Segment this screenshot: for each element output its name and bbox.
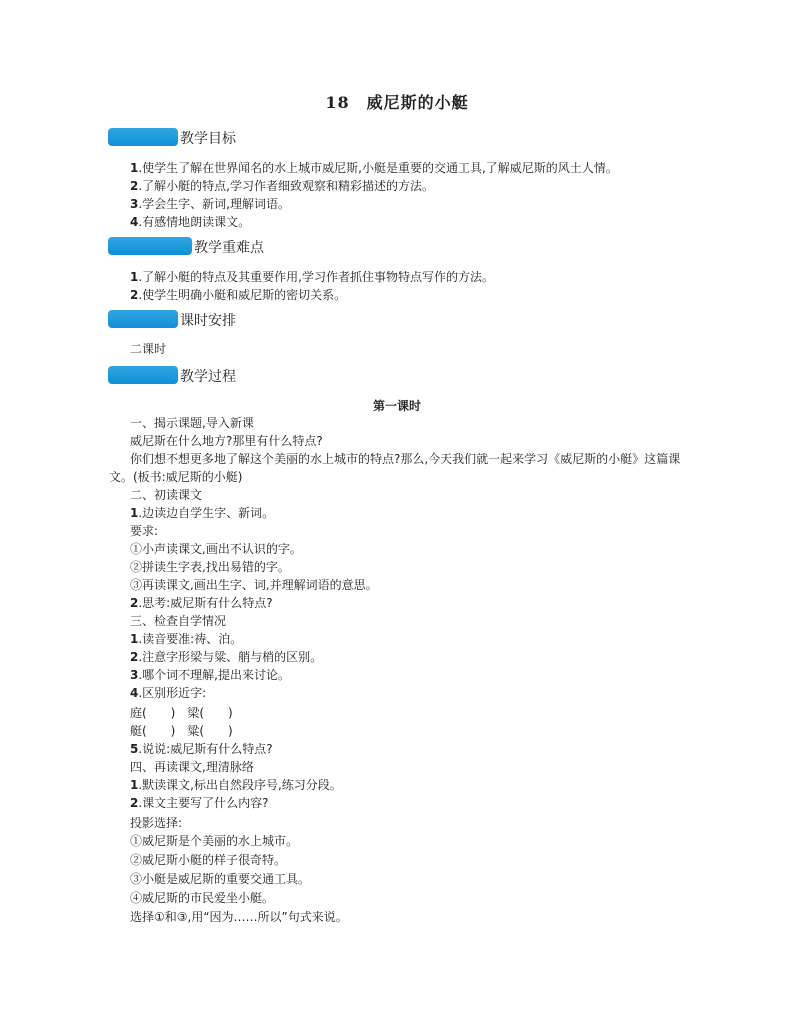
list-item: 1.边读边自学生字、新词。: [130, 506, 275, 520]
schedule-text: 二课时: [130, 342, 167, 356]
list-item: 4.区别形近字:: [130, 686, 207, 700]
section-marker: [108, 366, 178, 384]
list-item: 1.了解小艇的特点及其重要作用,学习作者抓住事物特点写作的方法。: [130, 270, 494, 284]
list-item: 4.有感情地朗读课文。: [130, 215, 251, 229]
section-marker: [108, 128, 178, 146]
list-item: ③再读课文,画出生字、词,并理解词语的意思。: [130, 578, 378, 592]
list-item: 2.思考:威尼斯有什么特点?: [130, 596, 273, 610]
list-item: 3.学会生字、新词,理解词语。: [130, 197, 290, 211]
paragraph: 要求:: [130, 524, 159, 538]
paragraph: 投影选择:: [130, 816, 183, 830]
list-item: ②拼读生字表,找出易错的字。: [130, 560, 290, 574]
paragraph: 威尼斯在什么地方?那里有什么特点?: [130, 434, 323, 448]
list-item: 2.使学生明确小艇和威尼斯的密切关系。: [130, 288, 347, 302]
list-item: ①小声读课文,画出不认识的字。: [130, 542, 302, 556]
list-item: 5.说说:威尼斯有什么特点?: [130, 742, 273, 756]
step-heading: 一、揭示课题,导入新课: [130, 416, 254, 430]
section-title: 教学重难点: [194, 240, 264, 256]
section-title: 课时安排: [180, 313, 236, 329]
paragraph: 你们想不想更多地了解这个美丽的水上城市的特点?那么,今天我们就一起来学习《威尼斯的小艇》这篇课: [130, 452, 681, 466]
list-item: ②威尼斯小艇的样子很奇特。: [130, 853, 287, 867]
fill-blank-row: 艇( ) 粱( ): [130, 724, 233, 738]
fill-blank-row: 庭( ) 梁( ): [130, 706, 233, 720]
lesson-title: 第一课时: [372, 399, 421, 413]
list-item: 1.默读课文,标出自然段序号,练习分段。: [130, 778, 342, 792]
page-title: 18 威尼斯的小艇: [325, 93, 469, 112]
list-item: 2.了解小艇的特点,学习作者细致观察和精彩描述的方法。: [130, 179, 434, 193]
list-item: ①威尼斯是个美丽的水上城市。: [130, 834, 299, 848]
step-heading: 三、检查自学情况: [130, 614, 227, 628]
list-item: 1.使学生了解在世界闻名的水上城市威尼斯,小艇是重要的交通工具,了解威尼斯的风土人情。: [130, 161, 618, 175]
list-item: 1.读音要准:祷、泊。: [130, 632, 243, 646]
list-item: 2.课文主要写了什么内容?: [130, 796, 269, 810]
step-heading: 二、初读课文: [130, 488, 203, 502]
list-item: 3.哪个词不理解,提出来讨论。: [130, 668, 290, 682]
list-item: 2.注意字形梁与粱、艄与梢的区别。: [130, 650, 323, 664]
list-item: ③小艇是威尼斯的重要交通工具。: [130, 872, 311, 886]
section-marker: [108, 237, 192, 255]
paragraph-continued: 文。(板书:威尼斯的小艇): [109, 470, 243, 484]
paragraph: 选择①和③,用“因为……所以”句式来说。: [130, 910, 348, 924]
list-item: ④威尼斯的市民爱坐小艇。: [130, 891, 275, 905]
section-marker: [108, 310, 178, 328]
step-heading: 四、再读课文,理清脉络: [130, 760, 254, 774]
section-title: 教学目标: [180, 131, 236, 147]
section-title: 教学过程: [180, 369, 236, 385]
